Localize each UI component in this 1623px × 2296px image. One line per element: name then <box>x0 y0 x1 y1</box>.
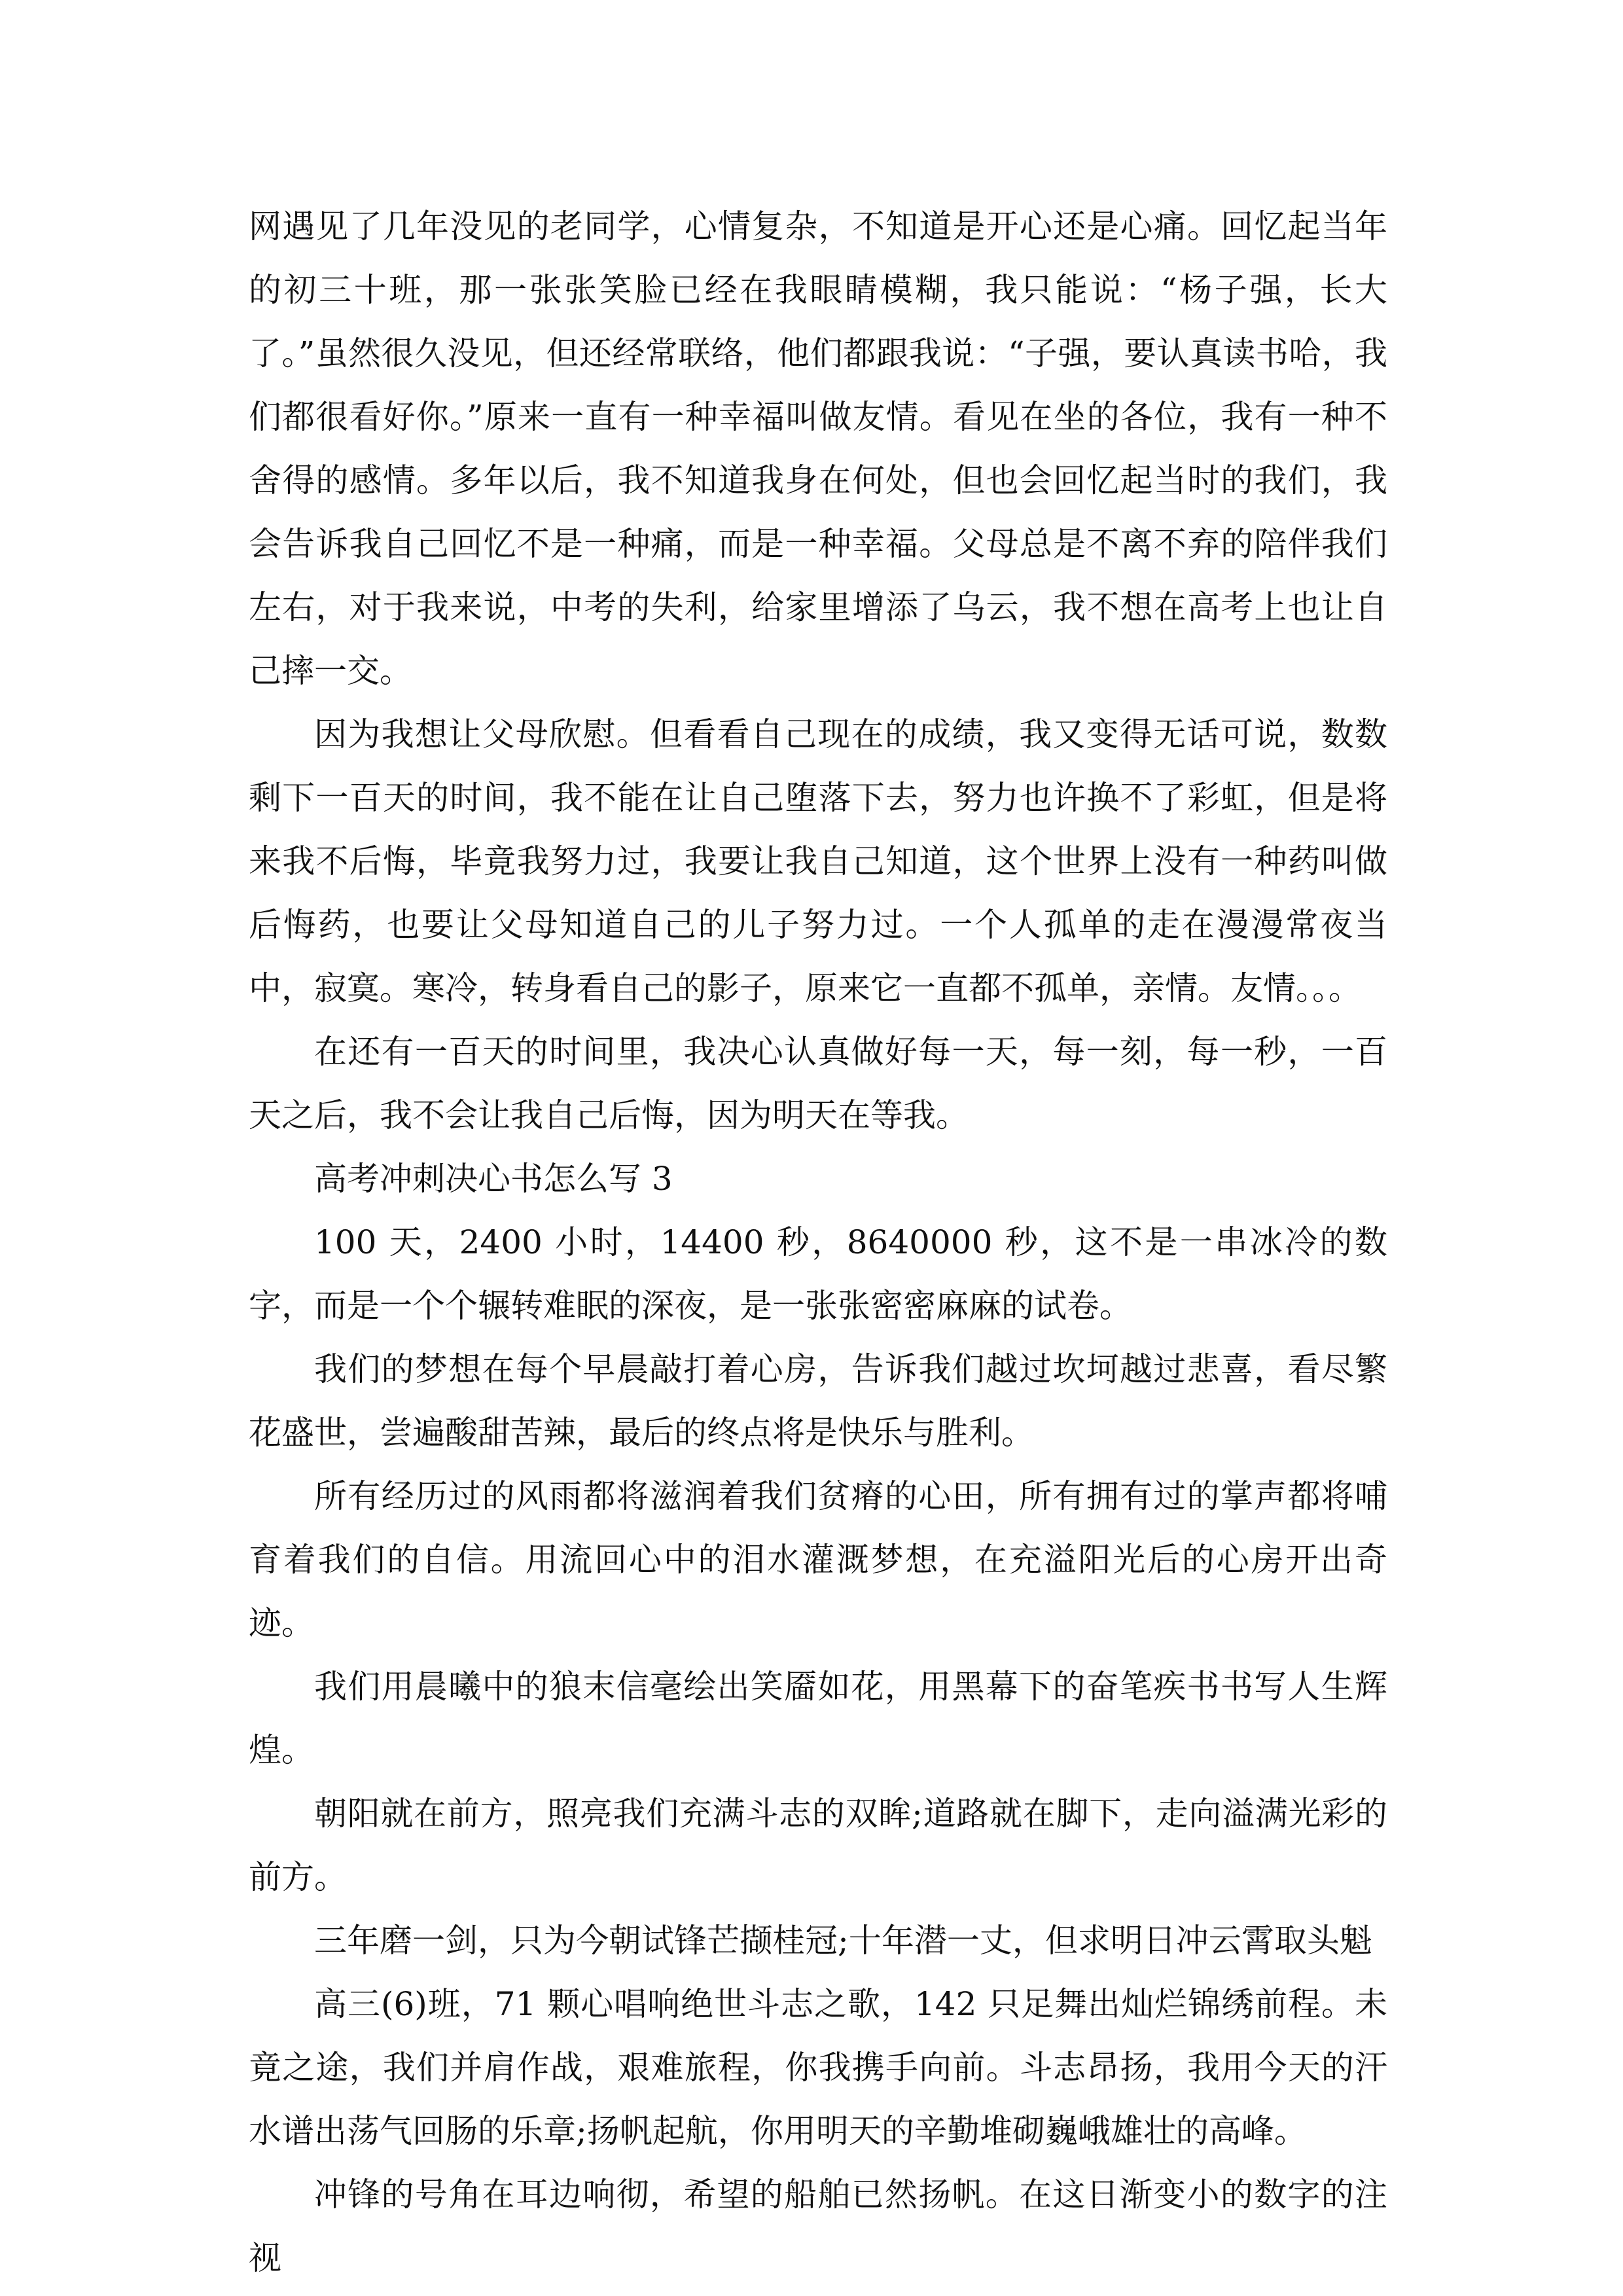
paragraph: 高三(6)班，71 颗心唱响绝世斗志之歌，142 只足舞出灿烂锦绣前程。未竟之途，我们并肩作战，艰难旅程，你我携手向前。斗志昂扬，我用今天的汗水谱出荡气回肠的乐章;扬帆起航，你用明天的辛勤堆砌巍峨雄壮的高峰。 <box>249 1985 1387 2150</box>
paragraph: 100 天，2400 小时，14400 秒，8640000 秒，这不是一串冰冷的数字，而是一个个辗转难眠的深夜，是一张张密密麻麻的试卷。 <box>249 1223 1387 1325</box>
paragraph: 冲锋的号角在耳边响彻，希望的船舶已然扬帆。在这日渐变小的数字的注视 <box>249 2176 1387 2277</box>
paragraph: 在还有一百天的时间里，我决心认真做好每一天，每一刻，每一秒，一百天之后，我不会让我自己后悔，因为明天在等我。 <box>249 1033 1387 1134</box>
section-heading: 高考冲刺决心书怎么写 3 <box>314 1160 673 1198</box>
paragraph: 因为我想让父母欣慰。但看看自己现在的成绩，我又变得无话可说，数数剩下一百天的时间，我不能在让自己堕落下去，努力也许换不了彩虹，但是将来我不后悔，毕竟我努力过，我要让我自己知道，这个世界上没有一种药叫做后悔药，也要让父母知道自己的儿子努力过。一个人孤单的走在漫漫常夜当中，寂寞。寒冷，转身看自己的影子，原来它一直都不孤单，亲情。友情。。。 <box>249 715 1387 1007</box>
paragraph: 所有经历过的风雨都将滋润着我们贫瘠的心田，所有拥有过的掌声都将哺育着我们的自信。用流回心中的泪水灌溉梦想，在充溢阳光后的心房开出奇迹。 <box>249 1477 1387 1642</box>
paragraph: 三年磨一剑，只为今朝试锋芒撷桂冠;十年潜一丈，但求明日冲云霄取头魁 <box>314 1922 1372 1960</box>
document-body <box>249 195 1387 2290</box>
paragraph: 我们的梦想在每个早晨敲打着心房，告诉我们越过坎坷越过悲喜，看尽繁花盛世，尝遍酸甜苦辣，最后的终点将是快乐与胜利。 <box>249 1350 1387 1452</box>
paragraph: 我们用晨曦中的狼末信毫绘出笑靥如花，用黑幕下的奋笔疾书书写人生辉煌。 <box>249 1668 1387 1769</box>
paragraph-continuation: 网遇见了几年没见的老同学，心情复杂，不知道是开心还是心痛。回忆起当年的初三十班，那一张张笑脸已经在我眼睛模糊，我只能说：“杨子强，长大了。”虽然很久没见，但还经常联络，他们都跟我说：“子强，要认真读书哈，我们都很看好你。”原来一直有一种幸福叫做友情。看见在坐的各位，我有一种不舍得的感情。多年以后，我不知道我身在何处，但也会回忆起当时的我们，我会告诉我自己回忆不是一种痛，而是一种幸福。父母总是不离不弃的陪伴我们左右，对于我来说，中考的失利，给家里增添了乌云，我不想在高考上也让自己摔一交。 <box>249 207 1387 690</box>
paragraph: 朝阳就在前方，照亮我们充满斗志的双眸;道路就在脚下，走向溢满光彩的前方。 <box>249 1795 1387 1896</box>
